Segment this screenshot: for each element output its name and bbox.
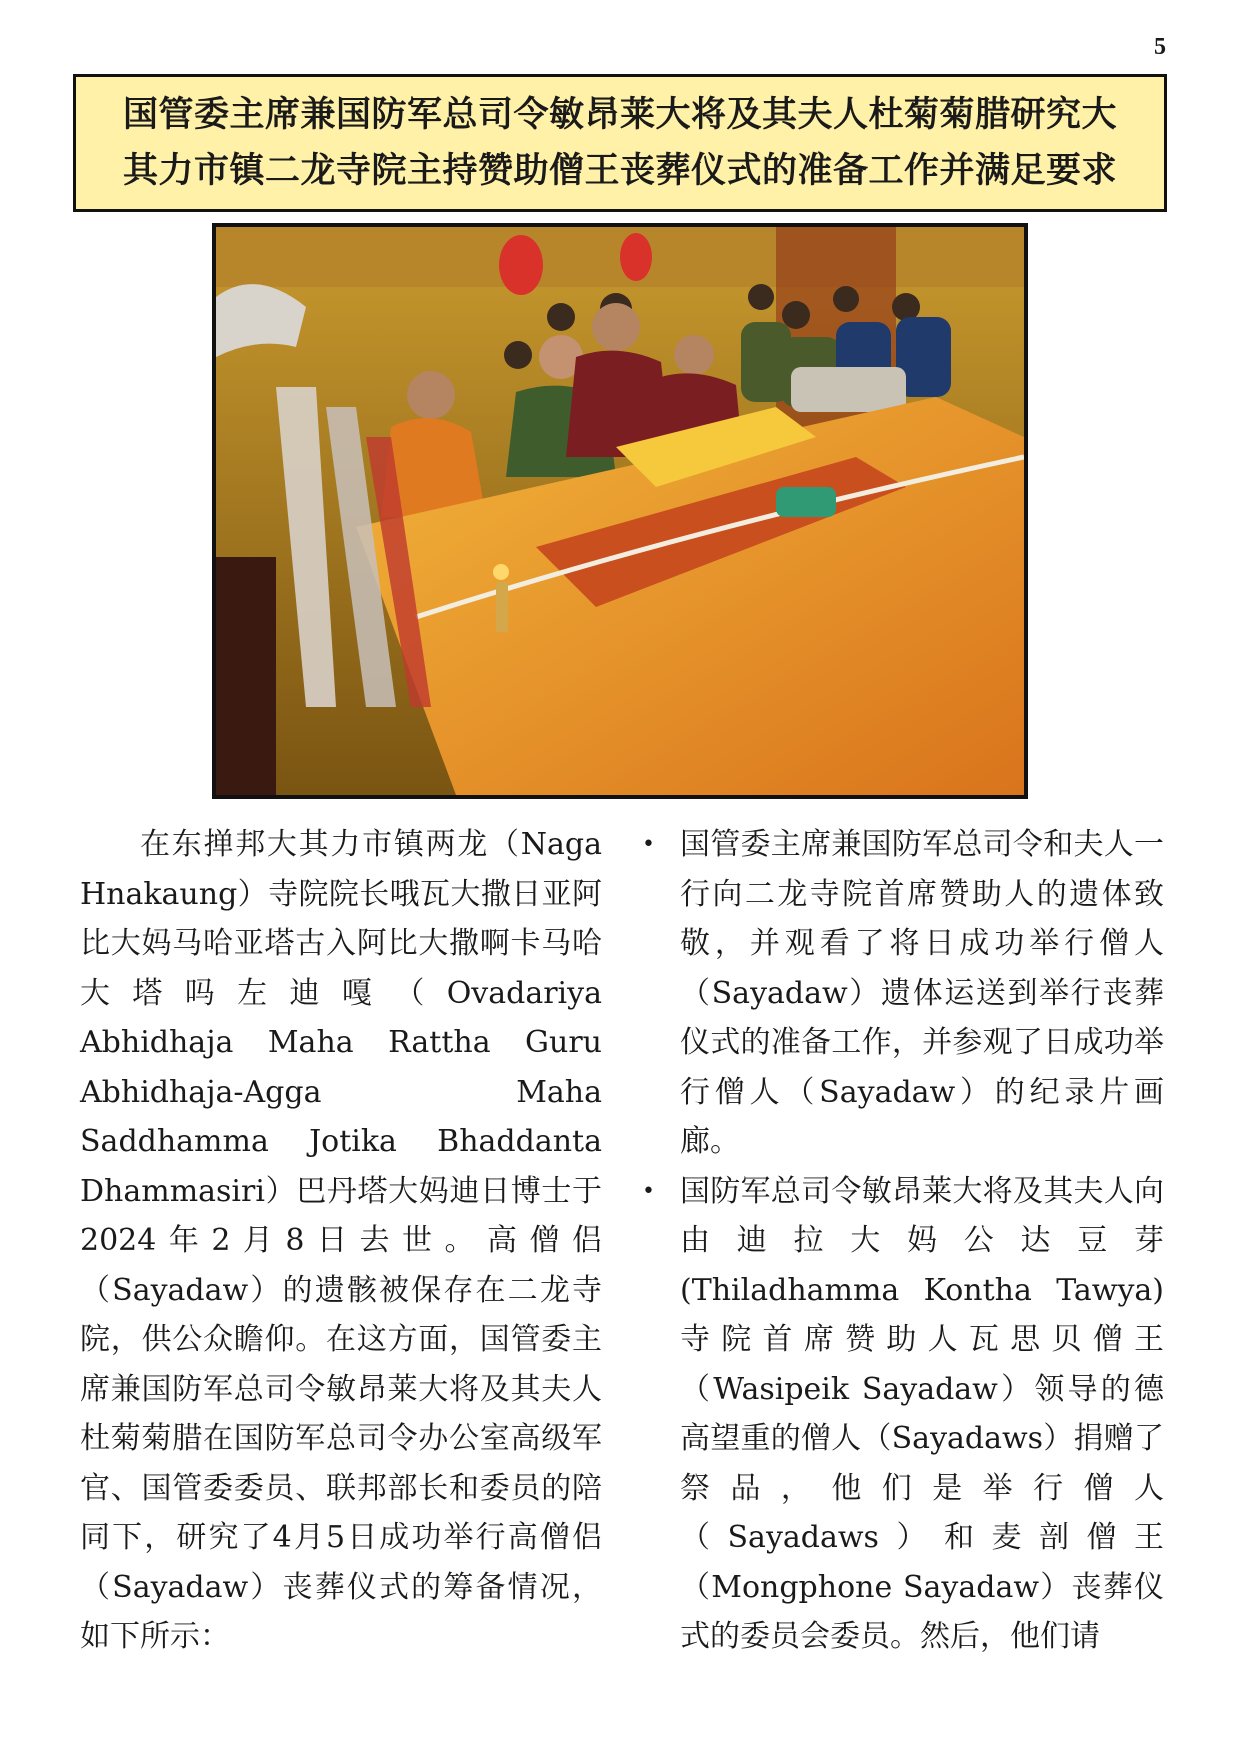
article-intro-paragraph: 在东掸邦大其力市镇两龙（Naga Hnakaung）寺院院长哦瓦大撒日亚阿比大妈马哈亚塔古入阿比大撒啊卡马哈大塔吗左迪嘎（Ovadariya Abhidhaja Maha Rattha Guru Abhidhaja-Agga Maha Saddhamma Jotika Bhaddanta Dhammasiri）巴丹塔大妈迪日博士于2024年2月8日去世。高僧侣（Sayadaw）的遗骸被保存在二龙寺院，供公众瞻仰。在这方面，国管委主席兼国防军总司令敏昂莱大将及其夫人杜菊菊腊在国防军总司令办公室高级军官、国管委委员、联邦部长和委员的陪同下，研究了4月5日成功举行高僧侣（Sayadaw）丧葬仪式的筹备情况，如下所示： (80, 827, 602, 1654)
news-photo (212, 223, 1028, 799)
headline-box (73, 74, 1167, 212)
bullet-text: 国管委主席兼国防军总司令和夫人一行向二龙寺院首席赞助人的遗体致敬，并观看了将日成功举行僧人（Sayadaw）遗体运送到举行丧葬仪式的准备工作，并参观了日成功举行僧人（Sayadaw）的纪录片画廊。 (680, 827, 1164, 1159)
article-bullet-list (640, 820, 1164, 1662)
bullet-item (640, 820, 1164, 1167)
page-number: 5 (1154, 34, 1166, 60)
bullet-item (640, 1167, 1164, 1662)
ceremony-photo-illustration (216, 227, 1024, 795)
headline-line-1: 国管委主席兼国防军总司令敏昂莱大将及其夫人杜菊菊腊研究大 (122, 95, 1117, 135)
headline-line-2: 其力市镇二龙寺院主持赞助僧王丧葬仪式的准备工作并满足要求 (122, 151, 1117, 191)
bullet-text: 国防军总司令敏昂莱大将及其夫人向由迪拉大妈公达豆芽(Thiladhamma Kontha Tawya)寺院首席赞助人瓦思贝僧王（Wasipeik Sayadaw）领导的德高望重的僧人（Sayadaws）捐赠了祭品，他们是举行僧人（Sayadaws）和麦剖僧王（Mongphone Sayadaw）丧葬仪式的委员会委员。然后，他们请 (680, 1173, 1164, 1654)
headline (109, 87, 1131, 199)
bullet-marker: • (642, 832, 655, 857)
bullet-marker: • (642, 1178, 655, 1204)
